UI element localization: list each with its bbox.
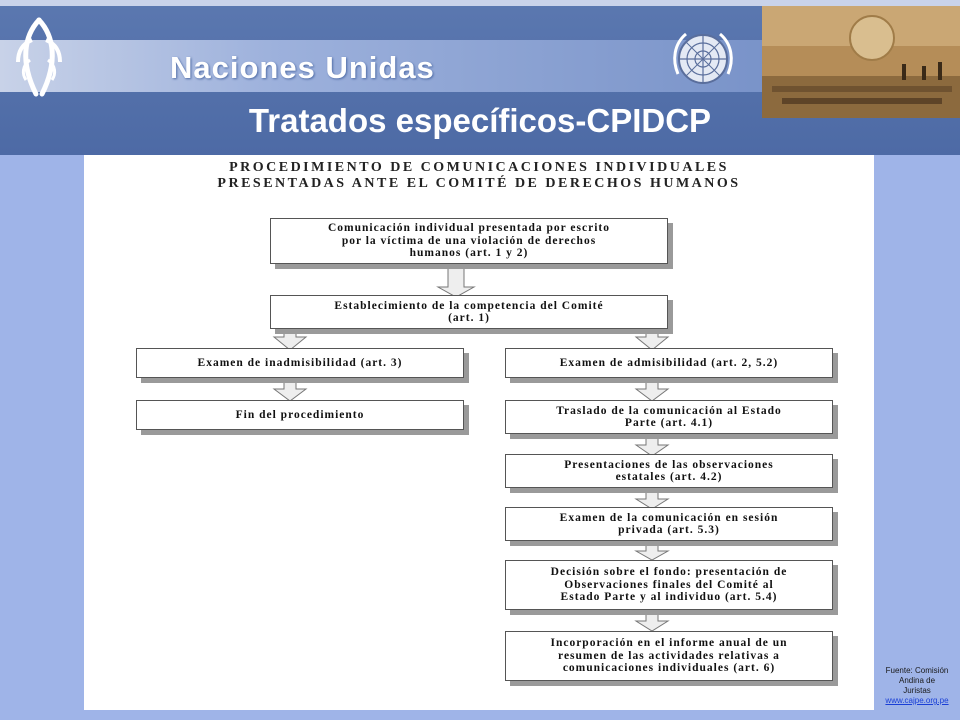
flow-step-end: Fin del procedimiento — [136, 400, 464, 430]
flow-step-communication: Comunicación individual presentada por escrito por la víctima de una violación de derechos humanos (art. 1 y 2) — [270, 218, 668, 264]
un-emblem-left-icon — [10, 14, 68, 105]
document-title-line1: PROCEDIMIENTO DE COMUNICACIONES INDIVIDUALES — [229, 160, 729, 175]
flow-step-decision: Decisión sobre el fondo: presentación de Observaciones finales del Comité al Estado Parte y al individuo (art. 5.4) — [505, 560, 833, 610]
arrow-admissibility-to-transfer — [636, 377, 668, 401]
page-title: Tratados específicos-CPIDCP — [248, 102, 712, 139]
flow-step-inadmissibility: Examen de inadmisibilidad (art. 3) — [136, 348, 464, 378]
org-name: Naciones Unidas — [170, 50, 435, 85]
arrow-transfer-to-observations — [636, 431, 668, 456]
source-line3: Juristas — [903, 686, 931, 695]
source-line2: Andina de — [898, 676, 936, 685]
arrow-step1-to-step2 — [438, 259, 474, 297]
flow-step-admissibility: Examen de admisibilidad (art. 2, 5.2) — [505, 348, 833, 378]
arrow-decision-to-report — [636, 611, 668, 631]
arrow-observations-to-exam — [636, 487, 668, 509]
flow-step-transfer: Traslado de la comunicación al Estado Parte (art. 4.1) — [505, 400, 833, 434]
flow-step-competence: Establecimiento de la competencia del Comité (art. 1) — [270, 295, 668, 329]
flow-step-observations: Presentaciones de las observaciones estatales (art. 4.2) — [505, 454, 833, 488]
arrow-inadmissibility-to-end — [274, 377, 306, 401]
arrow-exam-to-decision — [636, 541, 668, 560]
flow-step-private-exam: Examen de la comunicación en sesión privada (art. 5.3) — [505, 507, 833, 541]
source-note — [876, 666, 958, 706]
un-globe-emblem-icon — [668, 26, 738, 97]
flow-step-report: Incorporación en el informe anual de un resumen de las actividades relativas a comunicaciones individuales (art. 6) — [505, 631, 833, 681]
source-link[interactable]: www.cajpe.org.pe — [885, 696, 949, 705]
flowchart-document — [84, 155, 874, 710]
document-title-line2: PRESENTADAS ANTE EL COMITÉ DE DERECHOS HUMANOS — [217, 176, 741, 191]
source-line1: Fuente: Comisión — [885, 666, 949, 675]
